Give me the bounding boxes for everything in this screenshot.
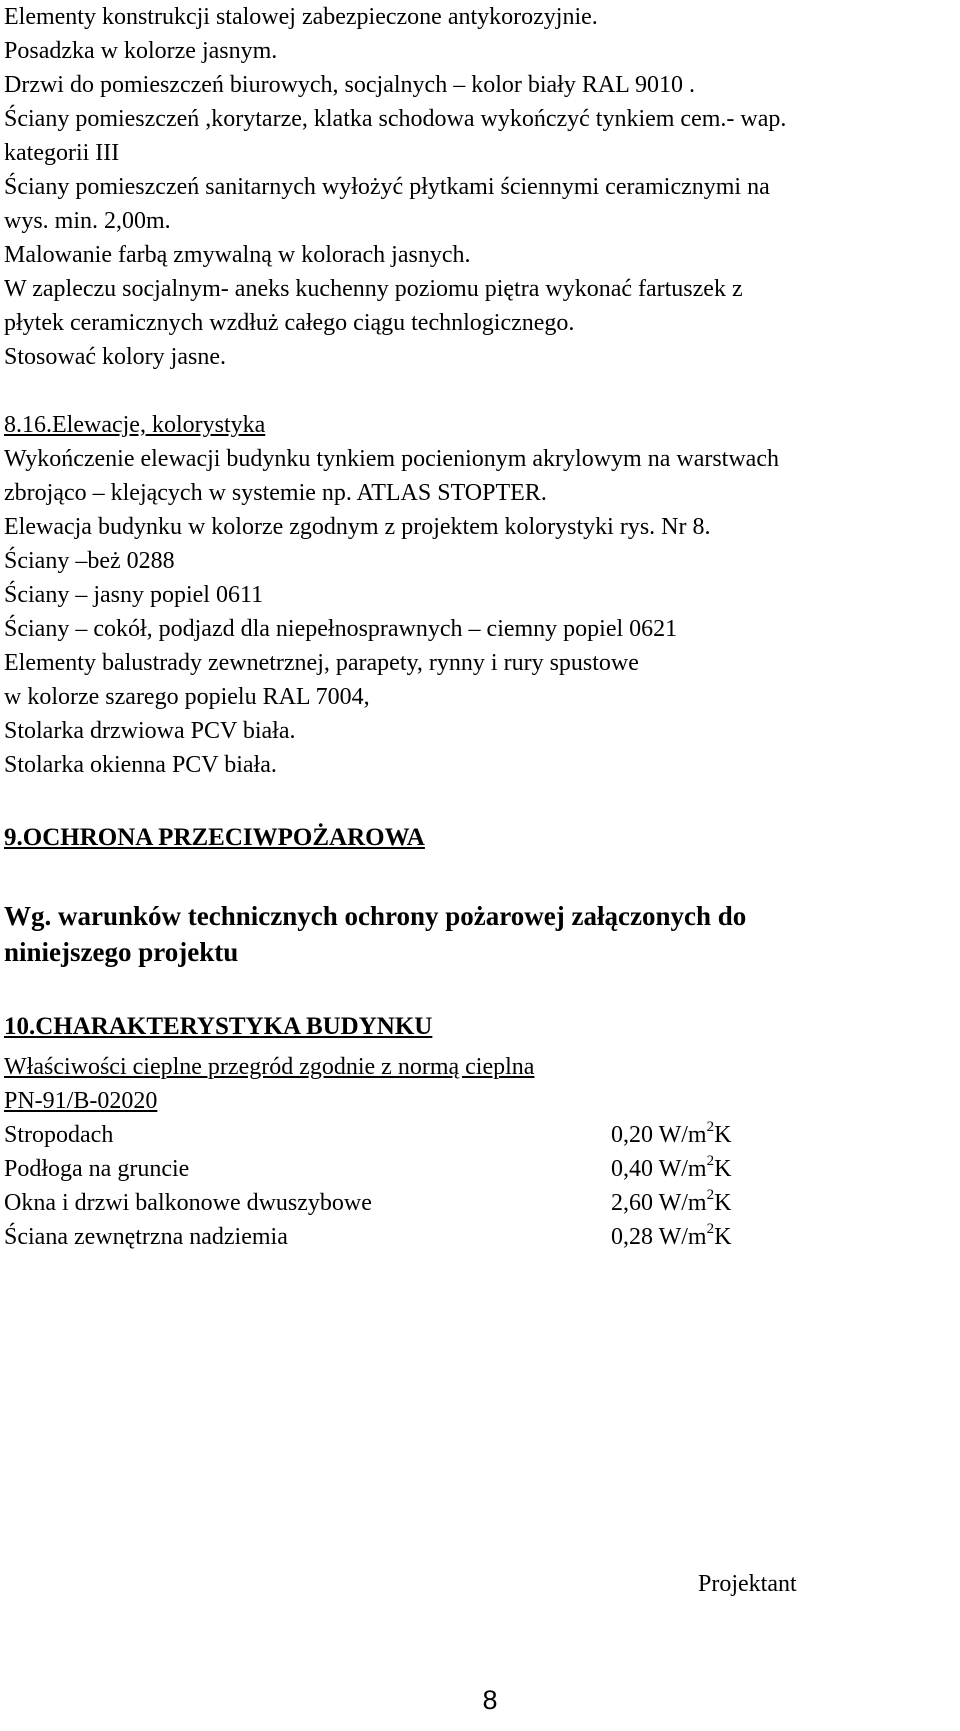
text-line: wys. min. 2,00m. (4, 208, 171, 234)
thermal-row (4, 1118, 764, 1152)
thermal-standard: PN-91/B-02020 (4, 1088, 158, 1114)
text-line: Elementy balustrady zewnetrznej, parapety, rynny i rury spustowe (4, 650, 639, 676)
thermal-row-value: 0,40 $W/m^2K$ (611, 1153, 732, 1182)
section-title: 8.16.Elewacje, kolorystyka (4, 412, 266, 438)
section-9-subtitle (4, 898, 746, 970)
text-line: Ściany pomieszczeń sanitarnych wyłożyć płytkami ściennymi ceramicznymi na (4, 174, 770, 200)
text-line: Ściany –beż 0288 (4, 548, 175, 574)
thermal-row (4, 1152, 764, 1186)
text-line: Malowanie farbą zmywalną w kolorach jasnych. (4, 242, 471, 268)
thermal-subtitle: Właściwości cieplne przegród zgodnie z normą cieplna (4, 1054, 535, 1080)
text-line: Wykończenie elewacji budynku tynkiem pocienionym akrylowym na warstwach (4, 446, 779, 472)
thermal-properties (4, 1050, 764, 1254)
text-line: Drzwi do pomieszczeń biurowych, socjalnych – kolor biały RAL 9010 . (4, 72, 695, 98)
text-line: W zapleczu socjalnym- aneks kuchenny poziomu piętra wykonać fartuszek z (4, 276, 743, 302)
text-line: Posadzka w kolorze jasnym. (4, 38, 278, 64)
text-line: w kolorze szarego popielu RAL 7004, (4, 684, 370, 710)
thermal-row (4, 1220, 764, 1254)
text-line: Ściany pomieszczeń ,korytarze, klatka schodowa wykończyć tynkiem cem.- wap. (4, 106, 787, 132)
section-9-title: 9.OCHRONA PRZECIWPOŻAROWA (4, 824, 425, 851)
text-line: Stosować kolory jasne. (4, 344, 226, 370)
thermal-row-value: 2,60 $W/m^2K$ (611, 1187, 732, 1216)
thermal-row-label: Stropodach (4, 1122, 114, 1148)
subtitle-line: niniejszego projektu (4, 937, 239, 967)
section-10-title: 10.CHARAKTERYSTYKA BUDYNKU (4, 1013, 433, 1040)
text-line: Elementy konstrukcji stalowej zabezpieczone antykorozyjnie. (4, 4, 598, 30)
text-line: Ściany – jasny popiel 0611 (4, 582, 264, 608)
thermal-row-value: 0,20 $W/m^2K$ (611, 1119, 732, 1148)
text-line: Stolarka drzwiowa PCV biała. (4, 718, 296, 744)
text-line: kategorii III (4, 140, 120, 166)
text-line: płytek ceramicznych wzdłuż całego ciągu technlogicznego. (4, 310, 575, 336)
finishes-text-block (4, 0, 786, 374)
text-line: zbrojąco – klejących w systemie np. ATLAS STOPTER. (4, 480, 547, 506)
page-number: 8 (482, 1685, 498, 1715)
thermal-row-value: 0,28 $W/m^2K$ (611, 1221, 732, 1250)
section-8-16 (4, 408, 779, 782)
text-line: Elewacja budynku w kolorze zgodnym z projektem kolorystyki rys. Nr 8. (4, 514, 711, 540)
text-line: Ściany – cokół, podjazd dla niepełnosprawnych – ciemny popiel 0621 (4, 616, 678, 642)
thermal-row-label: Okna i drzwi balkonowe dwuszybowe (4, 1190, 372, 1216)
thermal-row-label: Podłoga na gruncie (4, 1156, 190, 1182)
thermal-row (4, 1186, 764, 1220)
text-line: Stolarka okienna PCV biała. (4, 752, 277, 778)
signer-label: Projektant (698, 1571, 797, 1597)
thermal-row-label: Ściana zewnętrzna nadziemia (4, 1224, 288, 1250)
subtitle-line: Wg. warunków technicznych ochrony pożarowej załączonych do (4, 901, 747, 931)
